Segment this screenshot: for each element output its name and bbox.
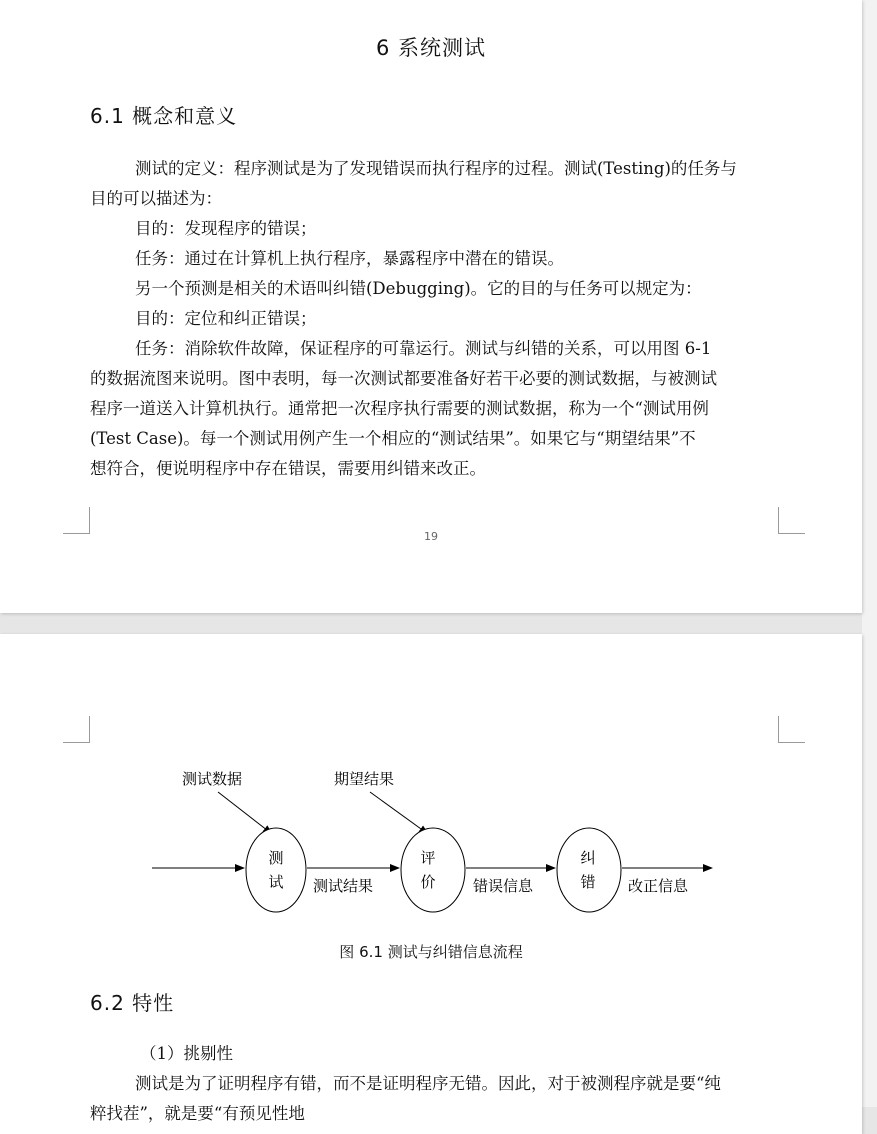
body-line: 想符合，便说明程序中存在错误，需要用纠错来改正。 <box>90 459 486 478</box>
arrow-test-data-to-test <box>218 792 272 834</box>
section-title-6-1: 6.1 概念和意义 <box>90 104 238 128</box>
flow-label-fix-info: 改正信息 <box>627 877 689 895</box>
body-line: 目的可以描述为： <box>90 189 222 208</box>
flow-label-error-info: 错误信息 <box>472 877 534 895</box>
section-title-6-2: 6.2 特性 <box>90 991 175 1015</box>
node-eval-char: 评 <box>420 849 436 867</box>
figure-caption: 图 6.1 测试与纠错信息流程 <box>339 943 523 961</box>
body-line: 目的：定位和纠正错误； <box>135 309 317 328</box>
test-debug-flow-diagram <box>0 634 862 934</box>
input-label-test-data: 测试数据 <box>181 770 243 788</box>
node-test-char: 测 <box>268 849 284 867</box>
body-line: 的数据流图来说明。图中表明，每一次测试都要准备好若干必要的测试数据，与被测试 <box>90 369 717 388</box>
node-debug-char: 错 <box>580 873 596 891</box>
node-debug-char: 纠 <box>580 849 596 867</box>
body-line: 程序一道送入计算机执行。通常把一次程序执行需要的测试数据，称为一个“测试用例 <box>90 399 709 418</box>
body-paragraphs <box>90 154 770 484</box>
body-line: 测试是为了证明程序有错，而不是证明程序无错。因此，对于被测程序就是要“纯 <box>135 1074 721 1093</box>
body-line: 另一个预测是相关的术语叫纠错(Debugging)。它的目的与任务可以规定为： <box>135 279 702 298</box>
process-test-circle <box>246 828 306 912</box>
process-eval-circle <box>401 828 465 912</box>
subsection-heading: （1）挑剔性 <box>140 1044 233 1063</box>
document-page-2 <box>0 634 862 1134</box>
body-line: 测试的定义：程序测试是为了发现错误而执行程序的过程。测试(Testing)的任务与 <box>135 159 737 178</box>
process-debug-circle <box>557 828 621 912</box>
body-line: (Test Case)。每一个测试用例产生一个相应的“测试结果”。如果它与“期望结果”不 <box>90 429 696 448</box>
node-eval-char: 价 <box>420 873 436 891</box>
section-6-2-body <box>90 1039 770 1129</box>
body-line: 粹找茬”，就是要“有预见性地 <box>90 1104 305 1123</box>
input-label-expected-result: 期望结果 <box>333 770 395 788</box>
node-test-char: 试 <box>268 873 284 891</box>
arrow-expected-to-eval <box>370 792 428 834</box>
page-number: 19 <box>424 530 438 543</box>
flow-label-test-result: 测试结果 <box>312 877 374 895</box>
body-line: 任务：通过在计算机上执行程序，暴露程序中潜在的错误。 <box>135 249 564 268</box>
body-line: 目的：发现程序的错误； <box>135 219 317 238</box>
body-line: 任务：消除软件故障，保证程序的可靠运行。测试与纠错的关系，可以用图 6-1 <box>135 339 712 358</box>
document-background-edge <box>862 0 877 1107</box>
chapter-title: 6 系统测试 <box>375 36 487 60</box>
